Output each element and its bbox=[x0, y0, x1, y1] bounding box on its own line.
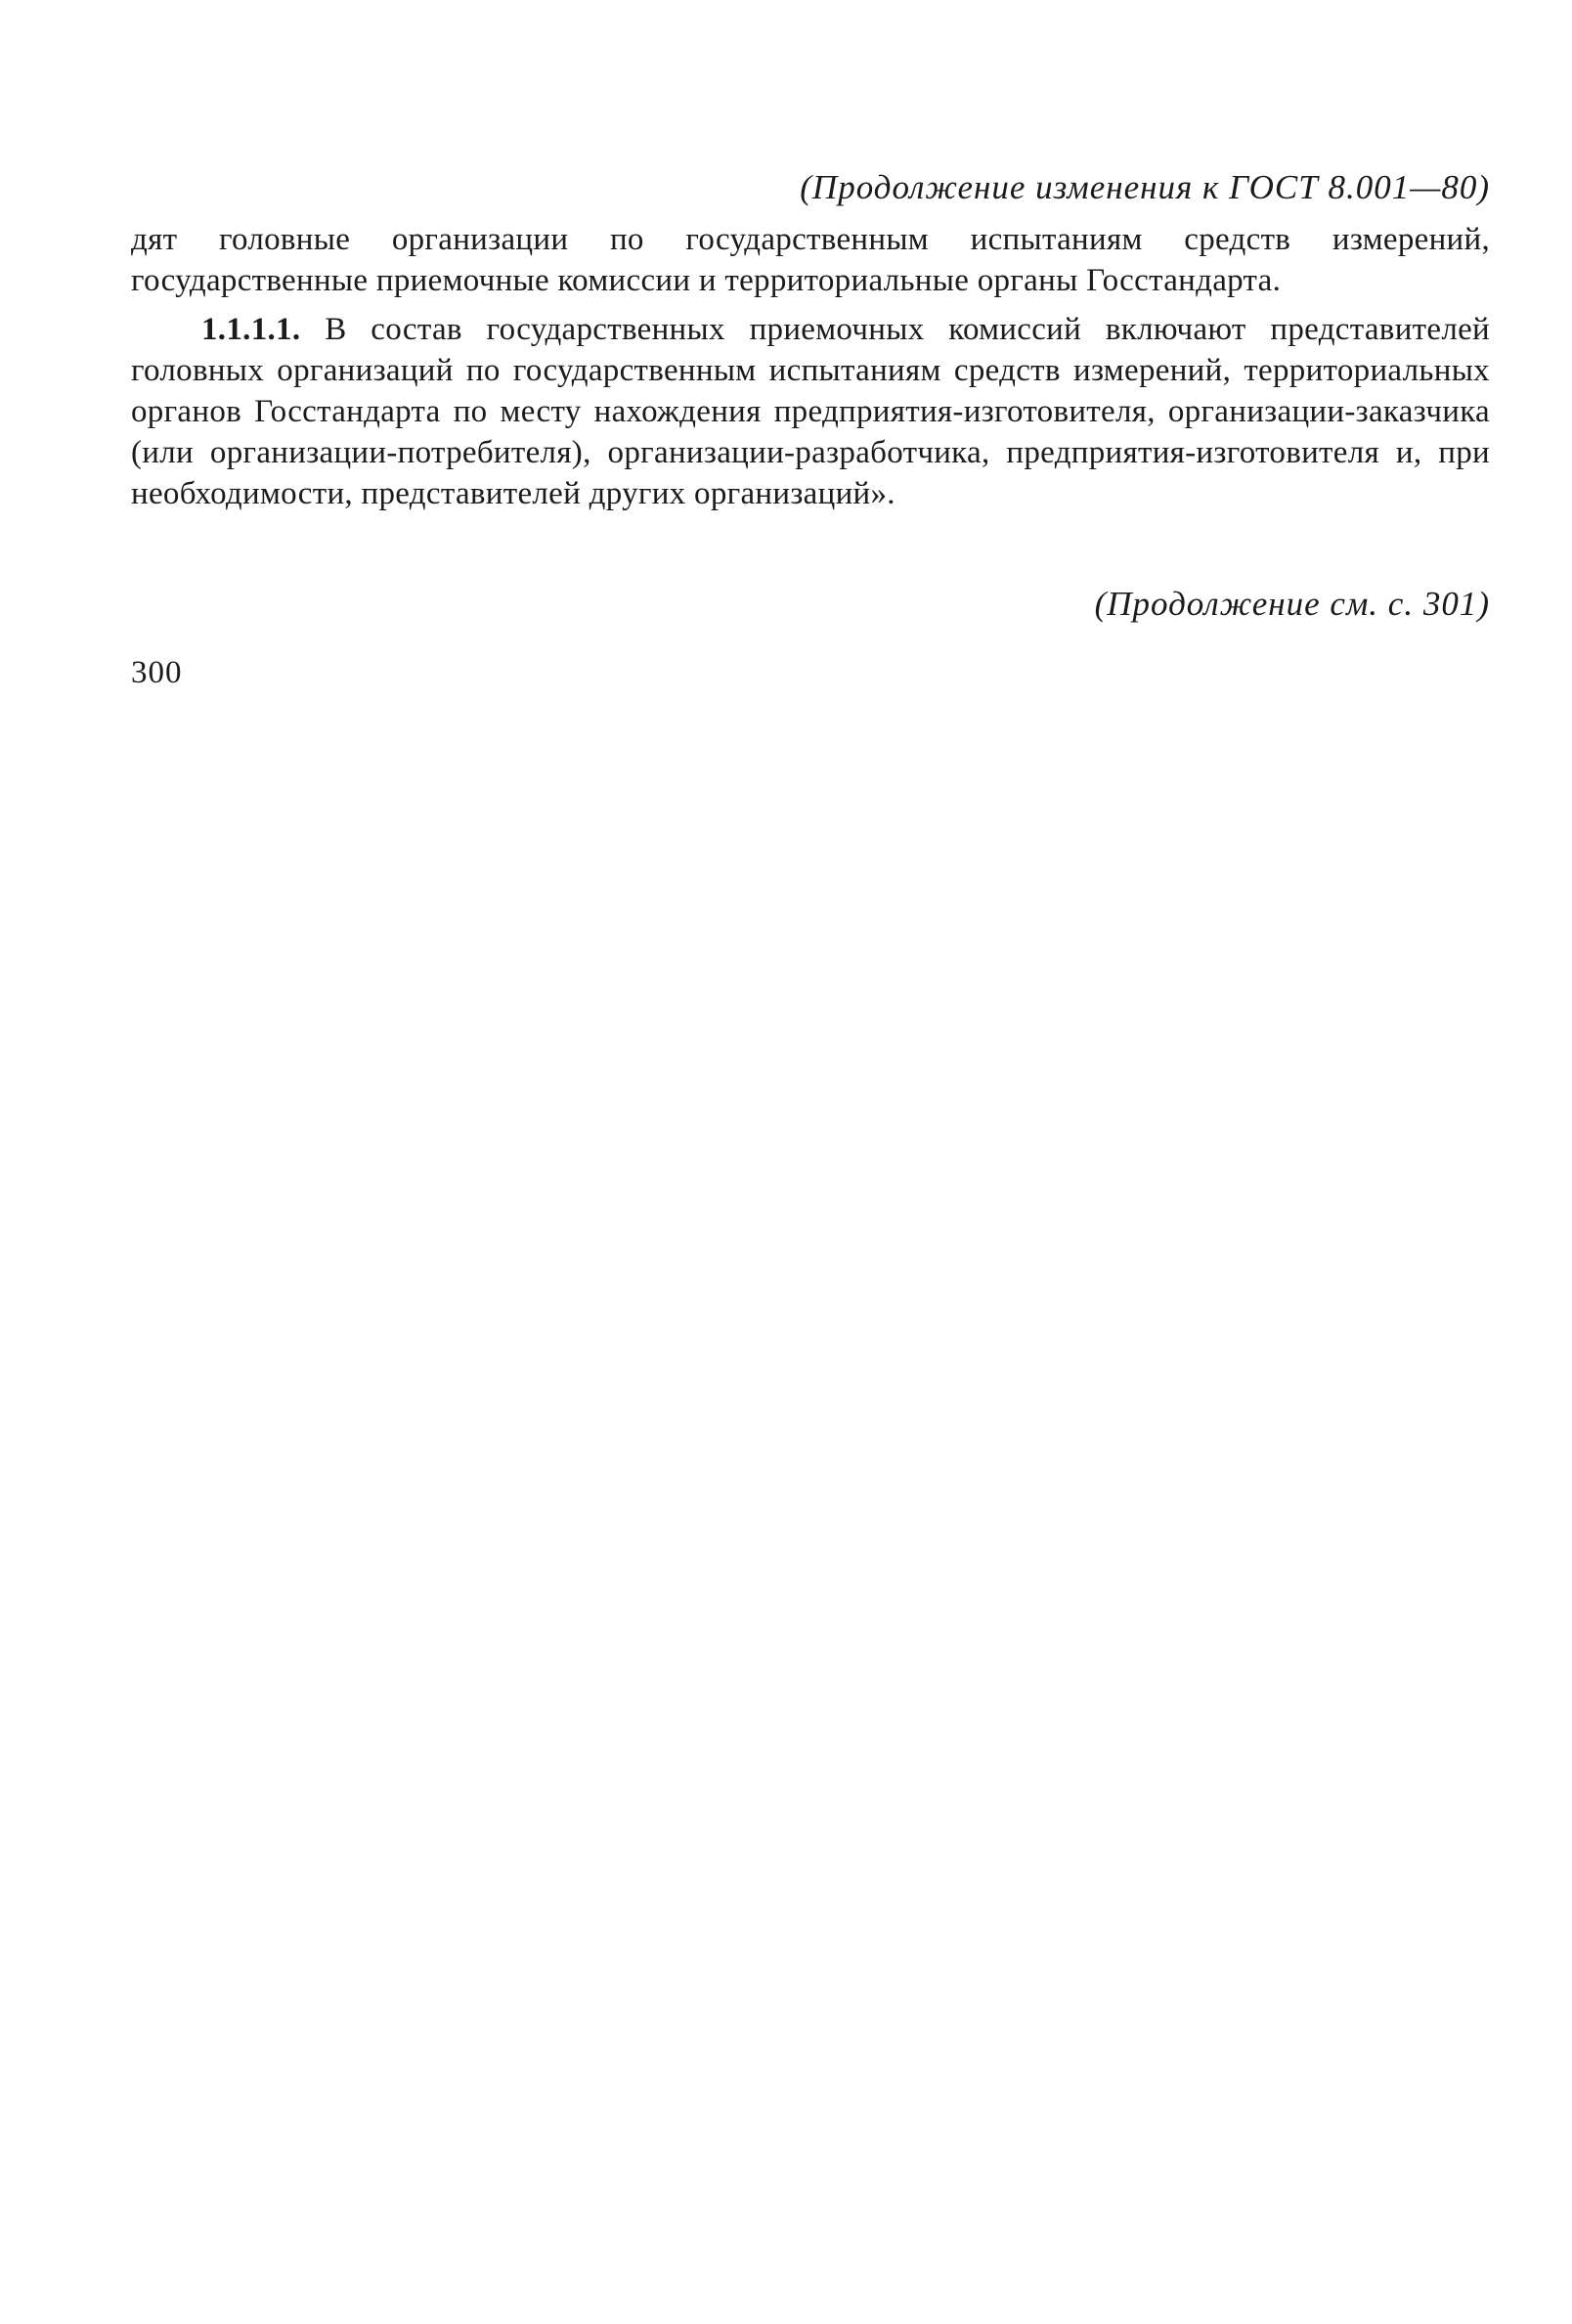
body-text bbox=[131, 219, 1490, 514]
continuation-note: (Продолжение см. с. 301) bbox=[1094, 585, 1490, 623]
continuation-header: (Продолжение изменения к ГОСТ 8.001—80) bbox=[800, 168, 1490, 206]
paragraph-2-text: В состав государственных приемочных комиссий включают представителей головных организаций по государственным испытаниям средств измерений, территориальных органов Госстандарта по месту нахождения предприятия-изготовителя, организации-заказчика (или организации-потребителя), организации-разработчика, предприятия-изготовителя и, при необходимости, представителей других организаций». bbox=[131, 312, 1490, 511]
page-number: 300 bbox=[131, 655, 183, 690]
paragraph-1: дят головные организации по государственным испытаниям средств измерений, государственные приемочные комиссии и территориальные органы Госстандарта. bbox=[131, 222, 1490, 298]
paragraph-2 bbox=[131, 309, 1490, 514]
clause-number: 1.1.1.1. bbox=[201, 312, 301, 347]
